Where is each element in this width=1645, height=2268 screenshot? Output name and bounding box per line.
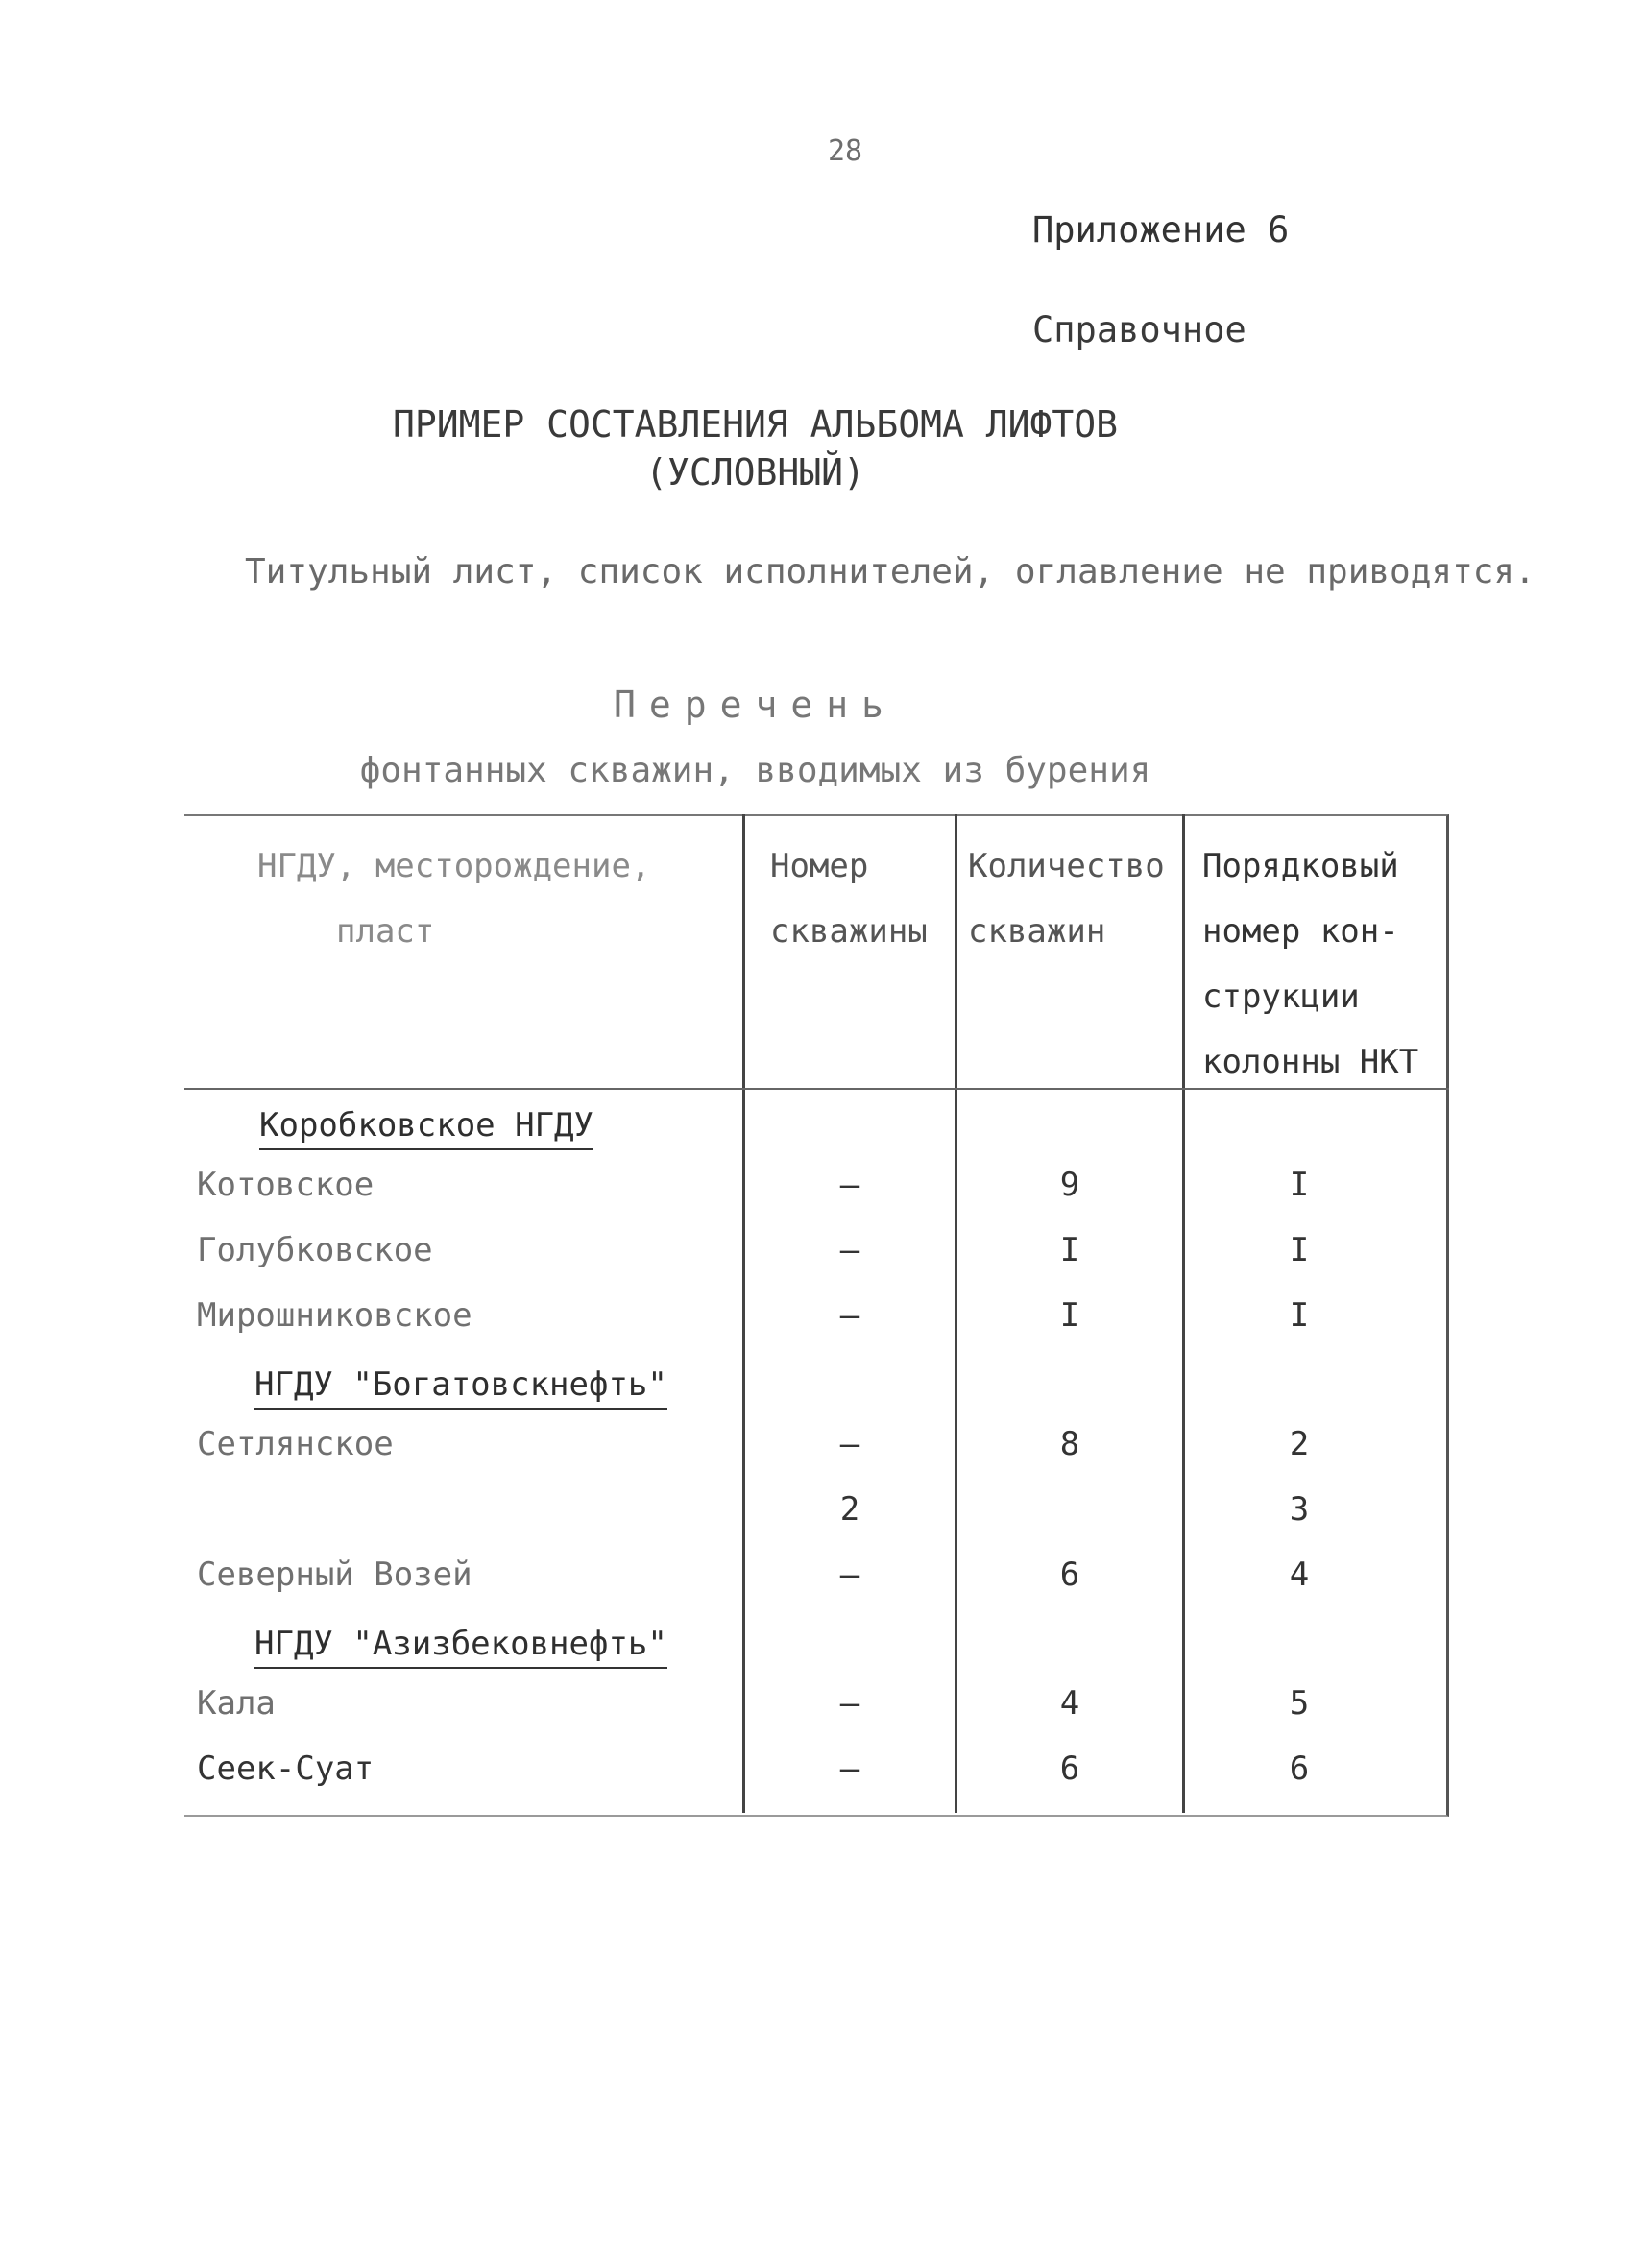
field-name: Мирошниковское xyxy=(197,1296,472,1335)
order-number: 4 xyxy=(1289,1556,1310,1594)
well-number: 2 xyxy=(839,1490,860,1529)
document-title: ПРИМЕР СОСТАВЛЕНИЯ АЛЬБОМА ЛИФТОВ xyxy=(393,403,1118,446)
well-number: – xyxy=(839,1425,860,1463)
well-number: – xyxy=(839,1166,860,1204)
header-order-number: Порядковый xyxy=(1202,847,1399,885)
well-count: 8 xyxy=(1059,1425,1080,1463)
list-title: Перечень xyxy=(613,684,898,726)
order-number: I xyxy=(1289,1296,1310,1335)
header-well-count: Количество xyxy=(968,847,1165,885)
header-field-label: НГДУ, месторождение, xyxy=(257,847,651,885)
field-name: Голубковское xyxy=(197,1231,433,1269)
well-count: I xyxy=(1059,1296,1080,1335)
group-heading: НГДУ "Азизбековнефть" xyxy=(254,1621,667,1669)
well-number: – xyxy=(839,1684,860,1723)
field-name: Северный Возей xyxy=(197,1556,472,1594)
appendix-label: Приложение 6 xyxy=(1032,209,1290,251)
page-number: 28 xyxy=(828,134,863,168)
well-count: 9 xyxy=(1059,1166,1080,1204)
reference-label: Справочное xyxy=(1032,309,1246,350)
header-order-number: колонны НКТ xyxy=(1202,1043,1419,1081)
well-number: – xyxy=(839,1231,860,1269)
order-number: I xyxy=(1289,1166,1310,1204)
order-number: 2 xyxy=(1289,1425,1310,1463)
well-number: – xyxy=(839,1556,860,1594)
header-field-label: пласт xyxy=(336,912,435,951)
header-order-number: струкции xyxy=(1202,977,1360,1016)
order-number: 3 xyxy=(1289,1490,1310,1529)
well-count: 6 xyxy=(1059,1749,1080,1788)
field-name: Сетлянское xyxy=(197,1425,394,1463)
list-subtitle: фонтанных скважин, вводимых из бурения xyxy=(359,751,1151,790)
group-heading: Коробковское НГДУ xyxy=(259,1102,593,1150)
well-number: – xyxy=(839,1749,860,1788)
order-number: I xyxy=(1289,1231,1310,1269)
order-number: 6 xyxy=(1289,1749,1310,1788)
header-order-number: номер кон- xyxy=(1202,912,1399,951)
well-count: 4 xyxy=(1059,1684,1080,1723)
well-number: – xyxy=(839,1296,860,1335)
document-title-qualifier: (УСЛОВНЫЙ) xyxy=(645,451,865,494)
header-well-number: скважины xyxy=(770,912,928,951)
order-number: 5 xyxy=(1289,1684,1310,1723)
header-well-number: Номер xyxy=(770,847,869,885)
group-heading: НГДУ "Богатовскнефть" xyxy=(254,1362,667,1410)
field-name: Кала xyxy=(197,1684,276,1723)
well-count: I xyxy=(1059,1231,1080,1269)
field-name: Сеек-Суат xyxy=(197,1749,375,1788)
well-count: 6 xyxy=(1059,1556,1080,1594)
note-text: Титульный лист, список исполнителей, оглавление не приводятся. xyxy=(245,552,1536,591)
header-well-count: скважин xyxy=(968,912,1106,951)
field-name: Котовское xyxy=(197,1166,375,1204)
